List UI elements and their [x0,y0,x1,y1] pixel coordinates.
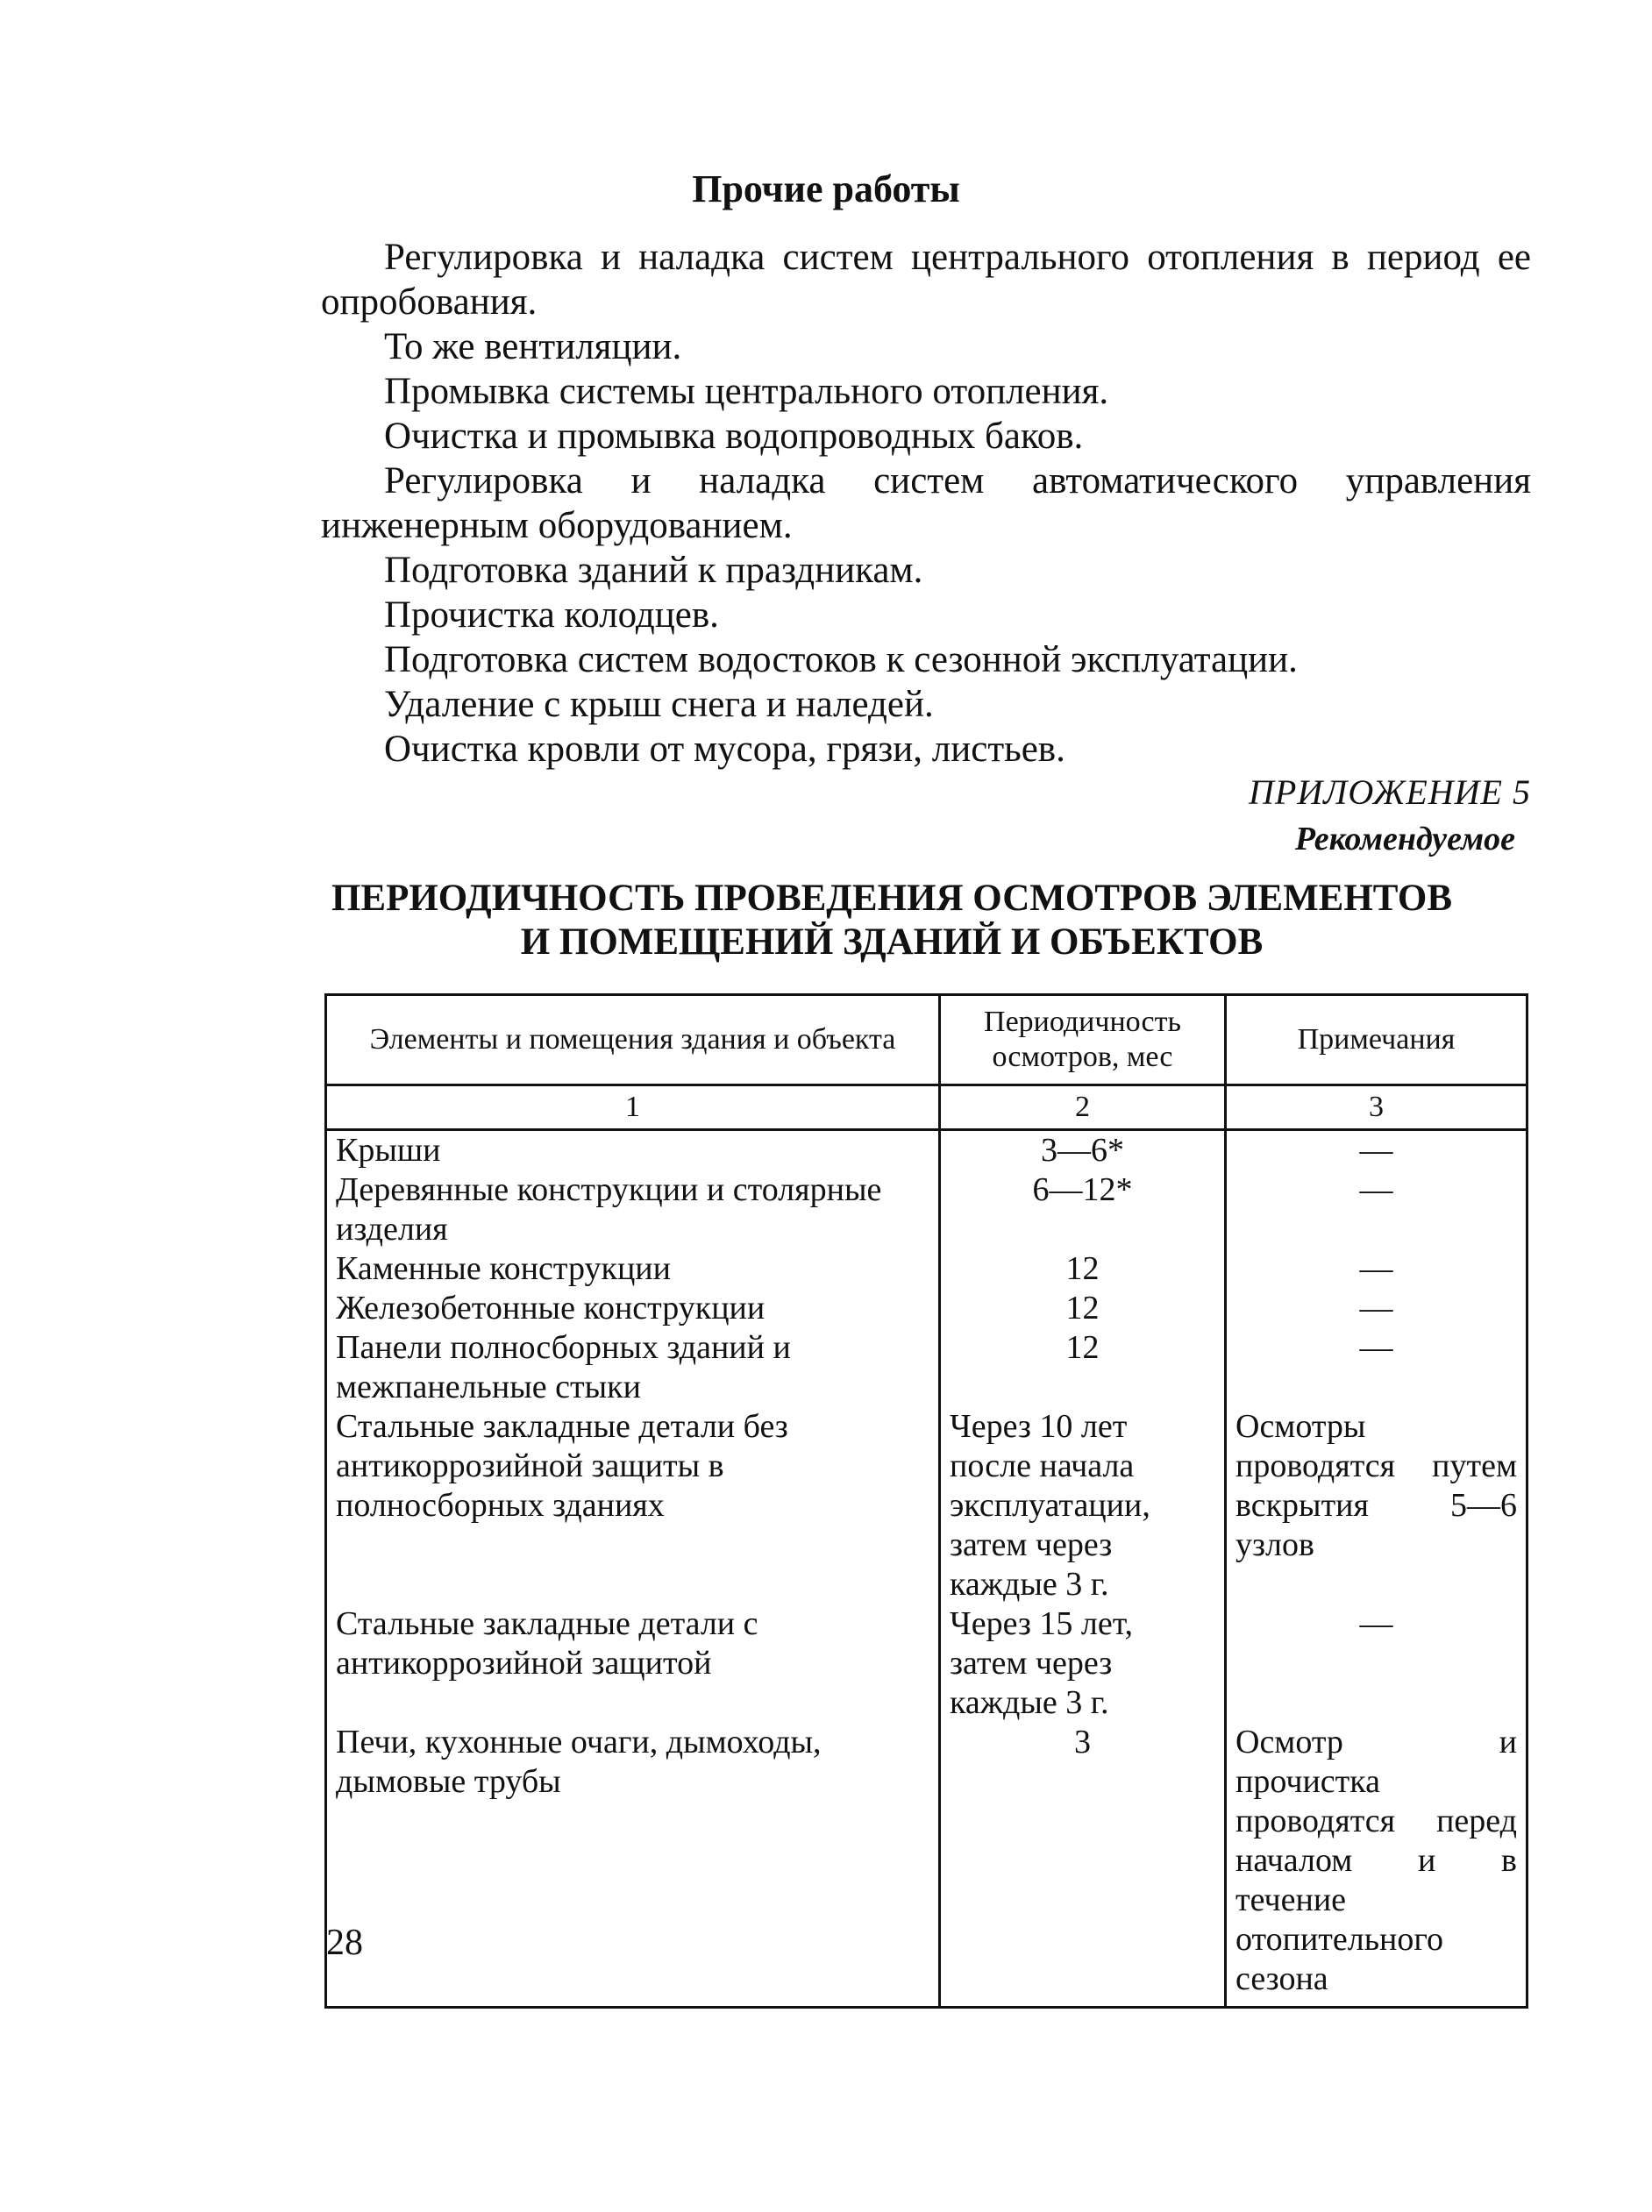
table-row [326,1249,1527,1289]
column-number: 3 [1226,1085,1527,1130]
period-cell: Через 10 лет после начала эксплуатации, затем через каждые 3 г. [940,1407,1226,1604]
appendix-status: Рекомендуемое [1294,821,1515,857]
note-cell: — [1226,1170,1527,1249]
table-row [326,1289,1527,1328]
work-list [321,235,1531,772]
note-cell: Осмотр и прочистка проводятся перед началом и в течение отопительного сезона [1226,1723,1527,2008]
table-header-row [326,995,1527,1085]
note-cell: — [1226,1604,1527,1723]
table-row [326,1723,1527,2008]
element-cell: Деревянные конструкции и столярные изделия [326,1170,940,1249]
column-number: 1 [326,1085,940,1130]
table-title-line: ПЕРИОДИЧНОСТЬ ПРОВЕДЕНИЯ ОСМОТРОВ ЭЛЕМЕНТОВ [331,878,1453,919]
period-cell: 12 [940,1289,1226,1328]
column-header-elements: Элементы и помещения здания и объекта [326,995,940,1085]
work-item: Подготовка систем водостоков к сезонной эксплуатации. [384,639,1298,680]
table-row [326,1604,1527,1723]
work-item: Очистка кровли от мусора, грязи, листьев. [384,729,1065,770]
work-item: Подготовка зданий к праздникам. [384,550,923,591]
column-header-period: Периодичность осмотров, мес [940,995,1226,1085]
work-item: То же вентиляции. [384,326,682,367]
table-row [326,1328,1527,1407]
element-cell: Крыши [326,1130,940,1171]
work-item: Очистка и промывка водопроводных баков. [384,416,1084,457]
table-row [326,1130,1527,1171]
note-cell: — [1226,1249,1527,1289]
note-cell: Осмотры проводятся путем вскрытия 5—6 узлов [1226,1407,1527,1604]
period-cell: 6—12* [940,1170,1226,1249]
note-cell: — [1226,1328,1527,1407]
table-title-line: И ПОМЕЩЕНИЙ ЗДАНИЙ И ОБЪЕКТОВ [520,921,1264,963]
element-cell: Каменные конструкции [326,1249,940,1289]
element-cell: Печи, кухонные очаги, дымоходы, дымовые трубы [326,1723,940,2008]
inspection-table [324,993,1528,2009]
column-number: 2 [940,1085,1226,1130]
note-cell: — [1226,1130,1527,1171]
element-cell: Железобетонные конструкции [326,1289,940,1328]
appendix-label: ПРИЛОЖЕНИЕ 5 [1249,772,1531,812]
table-title [0,877,1652,964]
work-item: Прочистка колодцев. [384,594,719,636]
work-item: Удаление с крыш снега и наледей. [384,684,934,725]
column-number-row [326,1085,1527,1130]
work-item: Регулировка и наладка систем автоматического управления инженерным оборудованием. [321,460,1531,546]
element-cell: Стальные закладные детали с антикоррозийной защитой [326,1604,940,1723]
table-row [326,1407,1527,1604]
period-cell: 3 [940,1723,1226,2008]
column-header-notes: Примечания [1226,995,1527,1085]
work-item: Регулировка и наладка систем центрального отопления в период ее опробования. [321,237,1531,323]
period-cell: 12 [940,1249,1226,1289]
note-cell: — [1226,1289,1527,1328]
work-item: Промывка системы центрального отопления. [384,371,1109,412]
element-cell: Стальные закладные детали без антикоррозийной защиты в полносборных зданиях [326,1407,940,1604]
section-heading: Прочие работы [692,167,960,210]
element-cell: Панели полносборных зданий и межпанельные стыки [326,1328,940,1407]
period-cell: 12 [940,1328,1226,1407]
page-number: 28 [326,1923,363,1963]
table-row [326,1170,1527,1249]
period-cell: 3—6* [940,1130,1226,1171]
period-cell: Через 15 лет, затем через каждые 3 г. [940,1604,1226,1723]
